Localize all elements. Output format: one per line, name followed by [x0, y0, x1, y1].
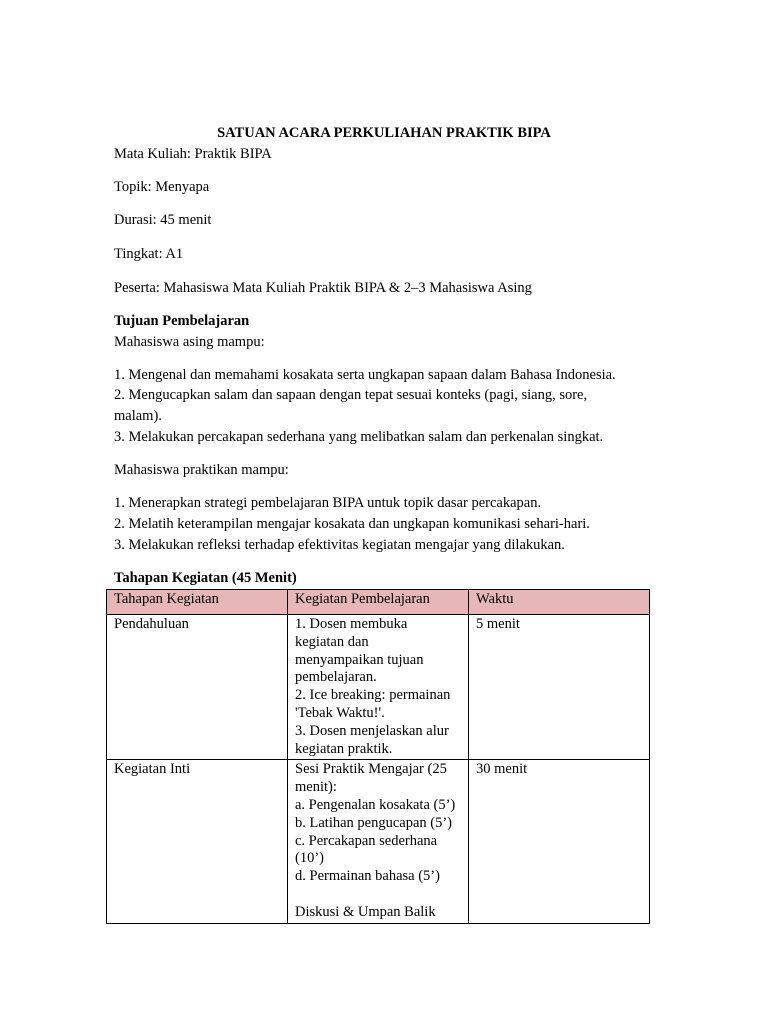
- kegiatan-line: menit):: [295, 779, 337, 796]
- asing-item: 3. Melakukan percakapan sederhana yang melibatkan salam dan perkenalan singkat.: [114, 429, 604, 445]
- mata-kuliah: Mata Kuliah: Praktik BIPA: [114, 146, 272, 162]
- header-waktu: Waktu: [469, 590, 650, 615]
- asing-item: 1. Mengenal dan memahami kosakata serta ungkapan sapaan dalam Bahasa Indonesia.: [114, 367, 616, 383]
- table-row: [107, 760, 650, 923]
- topik: Topik: Menyapa: [114, 179, 210, 195]
- kegiatan-line: pembelajaran.: [295, 669, 377, 686]
- tujuan-heading: Tujuan Pembelajaran: [114, 313, 250, 329]
- waktu-cell: 5 menit: [469, 615, 650, 760]
- asing-item: malam).: [114, 408, 162, 424]
- tahapan-cell: Kegiatan Inti: [107, 760, 288, 923]
- tahapan-cell: Pendahuluan: [107, 615, 288, 760]
- kegiatan-line: menyampaikan tujuan: [295, 651, 424, 668]
- tingkat: Tingkat: A1: [114, 246, 184, 262]
- kegiatan-table: [106, 589, 650, 924]
- header-tahapan: Tahapan Kegiatan: [107, 590, 288, 615]
- waktu-cell: 30 menit: [469, 760, 650, 923]
- kegiatan-line: b. Latihan pengucapan (5’): [295, 814, 453, 831]
- praktikan-intro: Mahasiswa praktikan mampu:: [114, 462, 289, 478]
- kegiatan-line: 3. Dosen menjelaskan alur: [295, 722, 449, 739]
- peserta: Peserta: Mahasiswa Mata Kuliah Praktik BIPA & 2–3 Mahasiswa Asing: [114, 280, 532, 296]
- praktikan-item: 2. Melatih keterampilan mengajar kosakata dan ungkapan komunikasi sehari-hari.: [114, 516, 590, 532]
- praktikan-item: 1. Menerapkan strategi pembelajaran BIPA untuk topik dasar percakapan.: [114, 495, 542, 511]
- kegiatan-cell: [288, 760, 469, 923]
- asing-intro: Mahasiswa asing mampu:: [114, 334, 265, 350]
- blank-line: [295, 886, 462, 904]
- document-title: SATUAN ACARA PERKULIAHAN PRAKTIK BIPA: [217, 125, 551, 141]
- header-kegiatan: Kegiatan Pembelajaran: [288, 590, 469, 615]
- asing-item: 2. Mengucapkan salam dan sapaan dengan tepat sesuai konteks (pagi, siang, sore,: [114, 387, 588, 403]
- kegiatan-line: (10’): [295, 850, 324, 867]
- table-row: [107, 615, 650, 760]
- kegiatan-line: 'Tebak Waktu!'.: [295, 704, 385, 721]
- kegiatan-line: 2. Ice breaking: permainan: [295, 687, 451, 704]
- tahapan-heading: Tahapan Kegiatan (45 Menit): [114, 570, 297, 586]
- kegiatan-line: Sesi Praktik Mengajar (25: [295, 761, 447, 778]
- kegiatan-line: kegiatan praktik.: [295, 740, 393, 757]
- kegiatan-line: a. Pengenalan kosakata (5’): [295, 796, 456, 813]
- kegiatan-line: d. Permainan bahasa (5’): [295, 868, 440, 885]
- kegiatan-line: 1. Dosen membuka: [295, 616, 408, 632]
- durasi: Durasi: 45 menit: [114, 212, 212, 228]
- praktikan-item: 3. Melakukan refleksi terhadap efektivitas kegiatan mengajar yang dilakukan.: [114, 537, 565, 553]
- kegiatan-line: c. Percakapan sederhana: [295, 832, 438, 849]
- kegiatan-line: kegiatan dan: [295, 633, 369, 650]
- table-header-row: [107, 590, 650, 615]
- kegiatan-line: Diskusi & Umpan Balik: [295, 903, 436, 920]
- kegiatan-cell: [288, 615, 469, 760]
